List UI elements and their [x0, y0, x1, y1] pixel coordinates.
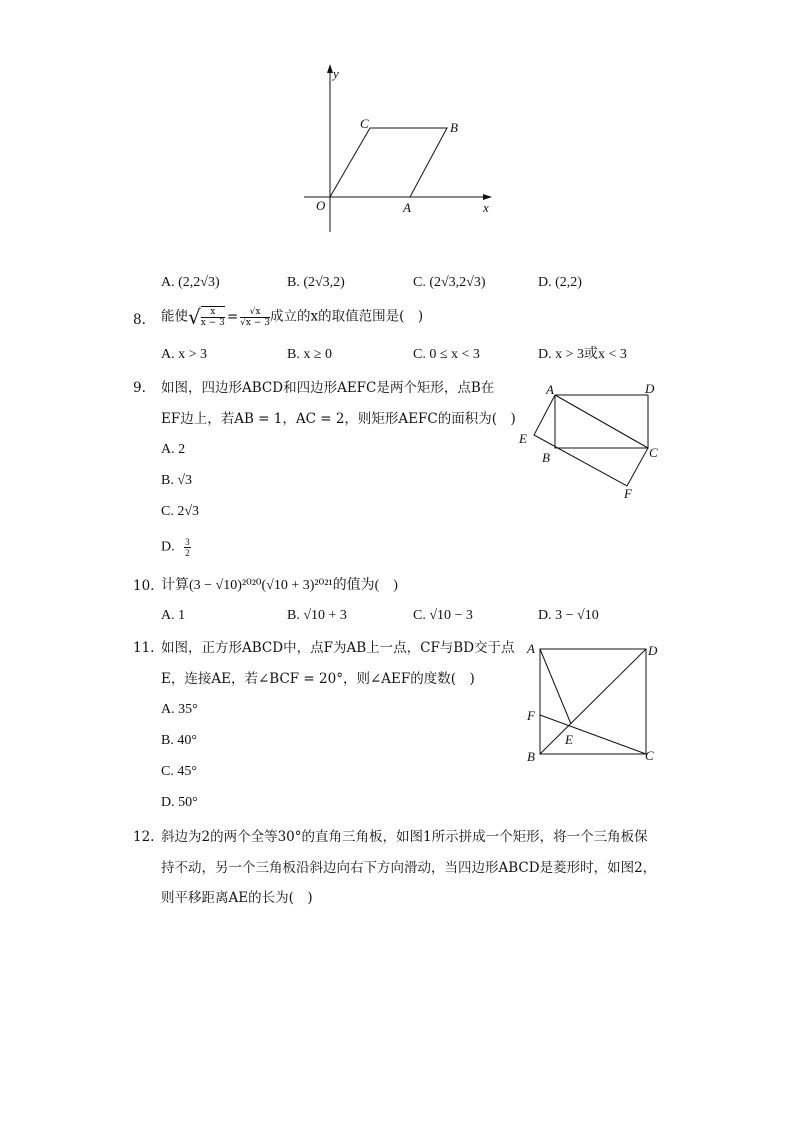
q8-option-d: D. x > 3或x < 3 [538, 347, 627, 362]
label-d: D [645, 381, 655, 396]
q11-option-d: D. 50° [161, 795, 198, 810]
diagonal-bd [540, 649, 646, 754]
rect-aefc [534, 395, 648, 486]
q9-number: 9. [133, 380, 146, 396]
q8-fraction-2 [240, 307, 270, 328]
q7-option-b: B. (2√3,2) [287, 275, 345, 290]
q8-text-before: 能使 [161, 308, 188, 325]
label-c: C [649, 445, 658, 460]
q12-line2: 持不动，另一个三角板沿斜边向右下方向滑动，当四边形ABCD是菱形时，如图2， [161, 860, 657, 876]
label-a: A [403, 200, 411, 215]
label-e: E [565, 732, 573, 747]
segment-cf [540, 715, 646, 754]
q7-option-a: A. (2,2√3) [161, 275, 220, 290]
radical-sign: √ [188, 305, 201, 329]
label-x: x [483, 200, 489, 215]
q7-option-c: C. (2√3,2√3) [413, 275, 486, 290]
q11-option-a: A. 35° [161, 702, 198, 717]
q10-number: 10. [133, 578, 155, 594]
q9-option-a: A. 2 [161, 442, 186, 457]
q9-option-d-num: 3 [185, 537, 190, 547]
label-a: A [527, 641, 535, 656]
q11-line2: E，连接AE，若∠BCF = 20°，则∠AEF的度数( ) [161, 671, 475, 687]
q11-line1: 如图，正方形ABCD中，点F为AB上一点，CF与BD交于点 [161, 640, 515, 656]
label-b: B [527, 749, 535, 764]
label-y: y [333, 66, 339, 81]
q8-option-b: B. x ≥ 0 [287, 347, 333, 362]
label-b: B [542, 450, 550, 465]
q9-option-d [161, 537, 191, 558]
q7-figure [290, 60, 510, 240]
label-d: D [648, 643, 658, 658]
q12-number: 12. [133, 829, 155, 845]
q10-option-b: B. √10 + 3 [287, 608, 347, 623]
q9-option-c: C. 2√3 [161, 504, 200, 519]
q8-stem [161, 306, 423, 328]
q10-option-a: A. 1 [161, 608, 186, 623]
q8-equals: = [226, 308, 239, 325]
label-b: B [450, 120, 458, 135]
q9-figure [512, 378, 672, 503]
label-o: O [316, 198, 326, 213]
q8-number: 8. [133, 312, 146, 328]
q11-figure [520, 638, 670, 766]
q12-line3: 则平移距离AE的长为( ) [161, 890, 313, 906]
q9-option-d-fraction [184, 537, 191, 558]
q8-option-c: C. 0 ≤ x < 3 [413, 347, 480, 362]
label-c: C [645, 748, 654, 763]
q11-number: 11. [133, 640, 155, 656]
q8-option-a: A. x > 3 [161, 347, 208, 362]
parallelogram-ocba [330, 128, 447, 197]
q9-option-d-den: 2 [185, 548, 190, 558]
label-a: A [546, 382, 554, 397]
label-f: F [527, 708, 535, 723]
q9-line1: 如图，四边形ABCD和四边形AEFC是两个矩形，点B在 [161, 380, 495, 396]
q8-frac2-den: √x − 3 [240, 317, 270, 328]
q8-text-after: 成立的x的取值范围是( ) [269, 308, 424, 325]
q9-option-b: B. √3 [161, 473, 193, 488]
q10-stem: 计算(3 − √10)²⁰²⁰(√10 + 3)²⁰²¹的值为( ) [161, 578, 398, 593]
q9-option-d-label: D. [161, 539, 175, 555]
q9-line2: EF边上，若AB = 1，AC = 2，则矩形AEFC的面积为( ) [161, 411, 516, 427]
q8-fraction-1 [201, 306, 225, 328]
label-c: C [360, 116, 369, 131]
segment-ae [540, 649, 571, 724]
q11-option-b: B. 40° [161, 733, 197, 748]
q8-frac2-num: √x [240, 307, 270, 318]
q10-option-c: C. √10 − 3 [413, 608, 473, 623]
q8-frac1-den: x − 3 [200, 318, 225, 328]
q7-option-d: D. (2,2) [538, 275, 582, 290]
q11-option-c: C. 45° [161, 764, 197, 779]
label-f: F [624, 486, 632, 501]
q8-frac1-num: x [201, 307, 225, 318]
label-e: E [519, 431, 527, 446]
q12-line1: 斜边为2的两个全等30°的直角三角板，如图1所示拼成一个矩形，将一个三角板保 [161, 829, 648, 845]
q10-option-d: D. 3 − √10 [538, 608, 599, 623]
